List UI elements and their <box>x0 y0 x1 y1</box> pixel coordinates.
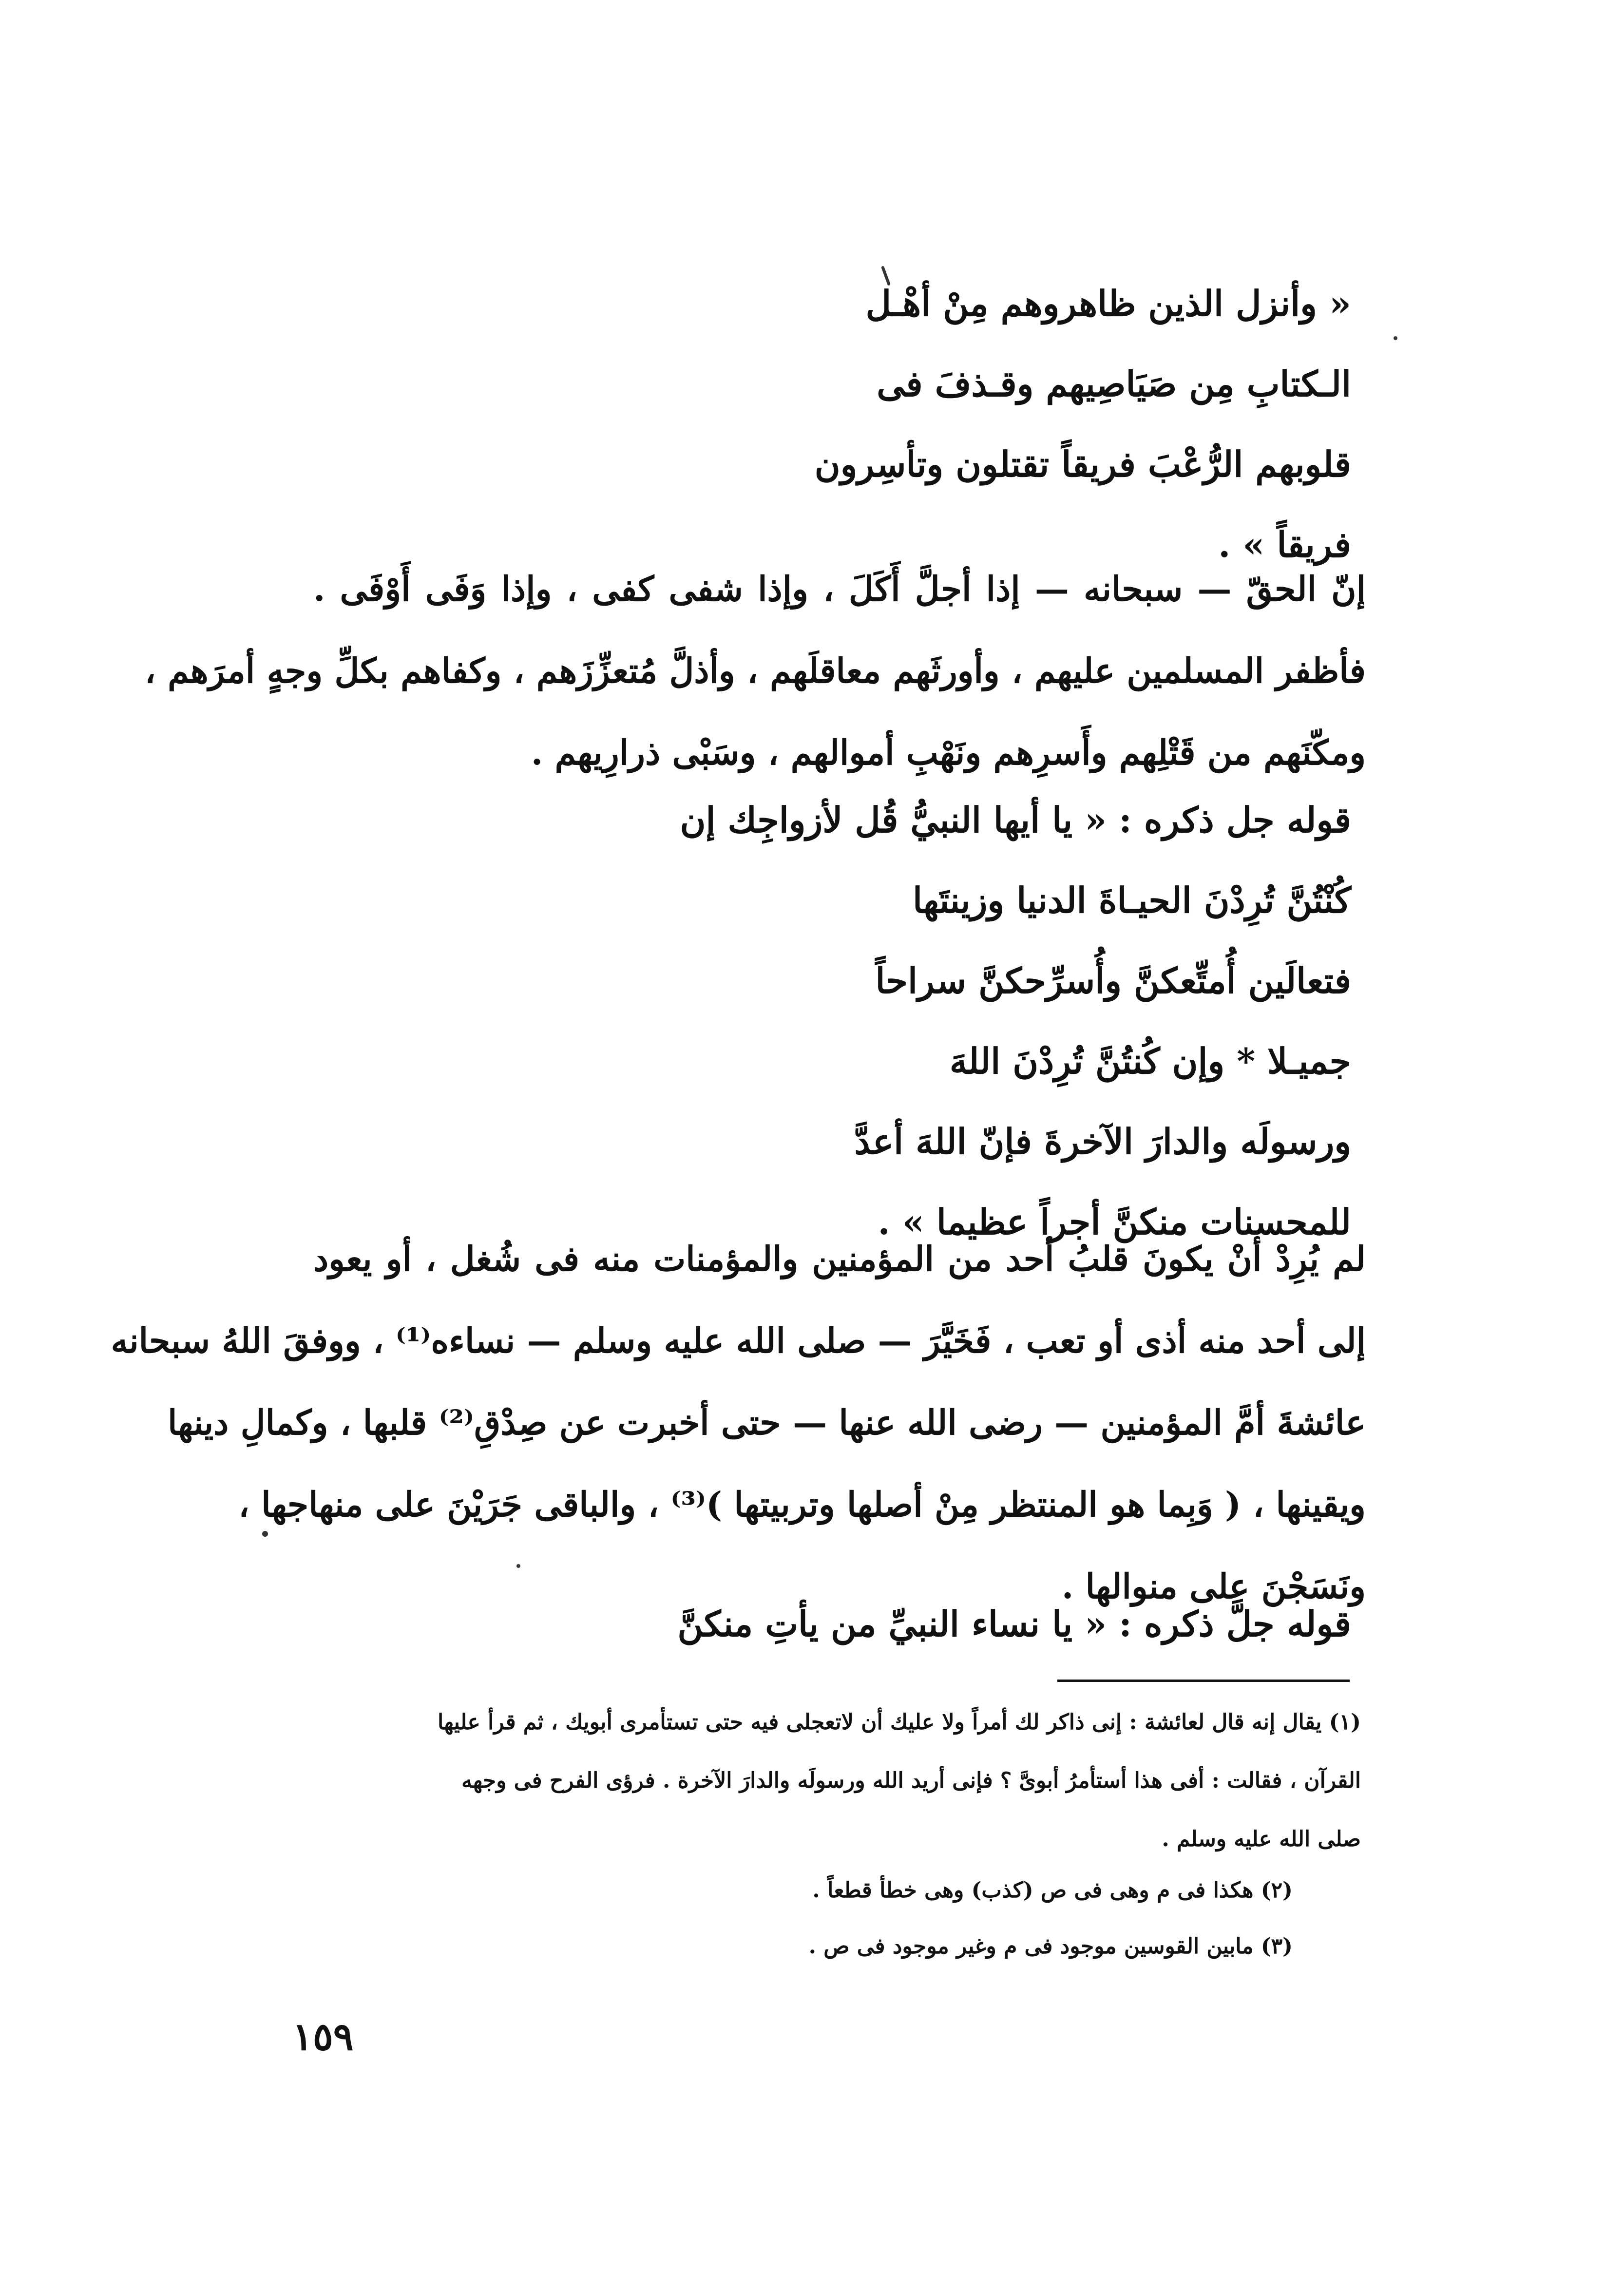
verse-line: فريقاً » . <box>1218 524 1351 565</box>
verse-line: كُنْتُنَّ تُرِدْنَ الحيـاةَ الدنيا وزينتَها <box>913 879 1351 921</box>
footnote-line: (٢) هكذا فى م وهى فى ص (كذب) وهى خطأ قطعاً . <box>812 1878 1293 1903</box>
paragraph-line: ونَسَجْنَ على منوالها . <box>1061 1566 1366 1606</box>
footnote-line: صلى الله عليه وسلم . <box>1162 1827 1361 1852</box>
scan-speck <box>1394 336 1397 340</box>
footnote-line: القرآن ، فقالت : أفى هذا أستأمرُ أبوىَّ ؟ فإنى أريد الله ورسولَه والدارَ الآخرة . فرؤى الفرح فى وجهه <box>461 1768 1361 1793</box>
quran-verse-block <box>572 263 1351 585</box>
page-number: ١٥٩ <box>292 2015 354 2059</box>
verse-line: قلوبهم الرُّعْبَ فريقاً تقتلون وتأسِرون <box>814 443 1351 485</box>
verse-line: « وأنزل الذين ظاهروهم مِنْ أهْـل <box>865 283 1351 324</box>
verse-line: جميـلا * وإن كُنتُنَّ تُرِدْنَ اللهَ <box>949 1040 1351 1082</box>
footnote-2 <box>513 1861 1293 1920</box>
footnote-1 <box>299 1693 1361 1869</box>
verse-line: فتعالَين أُمتِّعكنَّ وأُسرِّحكنَّ سراحاً <box>875 960 1351 1001</box>
footnote-line: (٣) مابين القوسين موجود فى م وغير موجود فى ص . <box>808 1934 1293 1959</box>
quran-verse-block <box>572 780 1351 1262</box>
commentary-paragraph <box>111 1218 1366 1627</box>
footnote-3 <box>513 1917 1293 1976</box>
paragraph-line: ويقينها ، ( وَبِما هو المنتظر مِنْ أصلها وتربيتها )⁽³⁾ ، والباقى جَرَيْنَ على منهاجها ، <box>238 1484 1366 1525</box>
paragraph-line: ومكّنَهم من قَتْلِهم وأَسرِهم ونَهْبِ أموالهم ، وسَبْى ذرارِيهم . <box>531 732 1366 773</box>
paragraph-line: عائشةَ أمَّ المؤمنين — رضى الله عنها — حتى أخبرت عن صِدْقِ⁽²⁾ قلبها ، وكمالِ دينها <box>167 1402 1366 1443</box>
footnote-line: (١) يقال إنه قال لعائشة : إنى ذاكر لك أمراً ولا عليك أن لاتعجلى فيه حتى تستأمرى أبويك ، ثم قرأ عليها <box>437 1710 1361 1735</box>
verse-line: للمحسنات منكنَّ أجراً عظيما » . <box>878 1201 1351 1242</box>
verse-line: قوله جلَّ ذكره : « يا نساء النبيِّ من يأتِ منكنَّ <box>677 1603 1351 1644</box>
paragraph-line: إنّ الحقّ — سبحانه — إذا أجلَّ أَكَلَ ، وإذا شفى كفى ، وإذا وَفَى أَوْفَى . <box>313 569 1366 609</box>
verse-line: ورسولَه والدارَ الآخرةَ فإنّ اللهَ أعدَّ <box>854 1121 1351 1162</box>
verse-line: قوله جل ذكره : « يا أيها النبيُّ قُل لأزواجِك إن <box>680 799 1351 840</box>
paragraph-line: لم يُرِدْ أنْ يكونَ قلبُ أحد من المؤمنين والمؤمنات منه فى شُغل ، أو يعود <box>313 1239 1366 1279</box>
commentary-paragraph <box>145 548 1366 794</box>
verse-line: الـكتابِ مِن صَيَاصِيهم وقـذفَ فى <box>877 363 1351 404</box>
paragraph-line: إلى أحد منه أذى أو تعب ، فَخَيَّرَ — صلى الله عليه وسلم — نساءه⁽¹⁾ ، ووفقَ اللهُ سبحانه <box>111 1320 1366 1361</box>
footnote-divider <box>1057 1680 1350 1682</box>
quran-verse-block <box>523 1584 1351 1664</box>
paragraph-line: فأظفر المسلمين عليهم ، وأورثَهم معاقلَهم ، وأذلَّ مُتعزِّزَهم ، وكفاهم بكلِّ وجهٍ أمرَهم ، <box>145 650 1366 691</box>
